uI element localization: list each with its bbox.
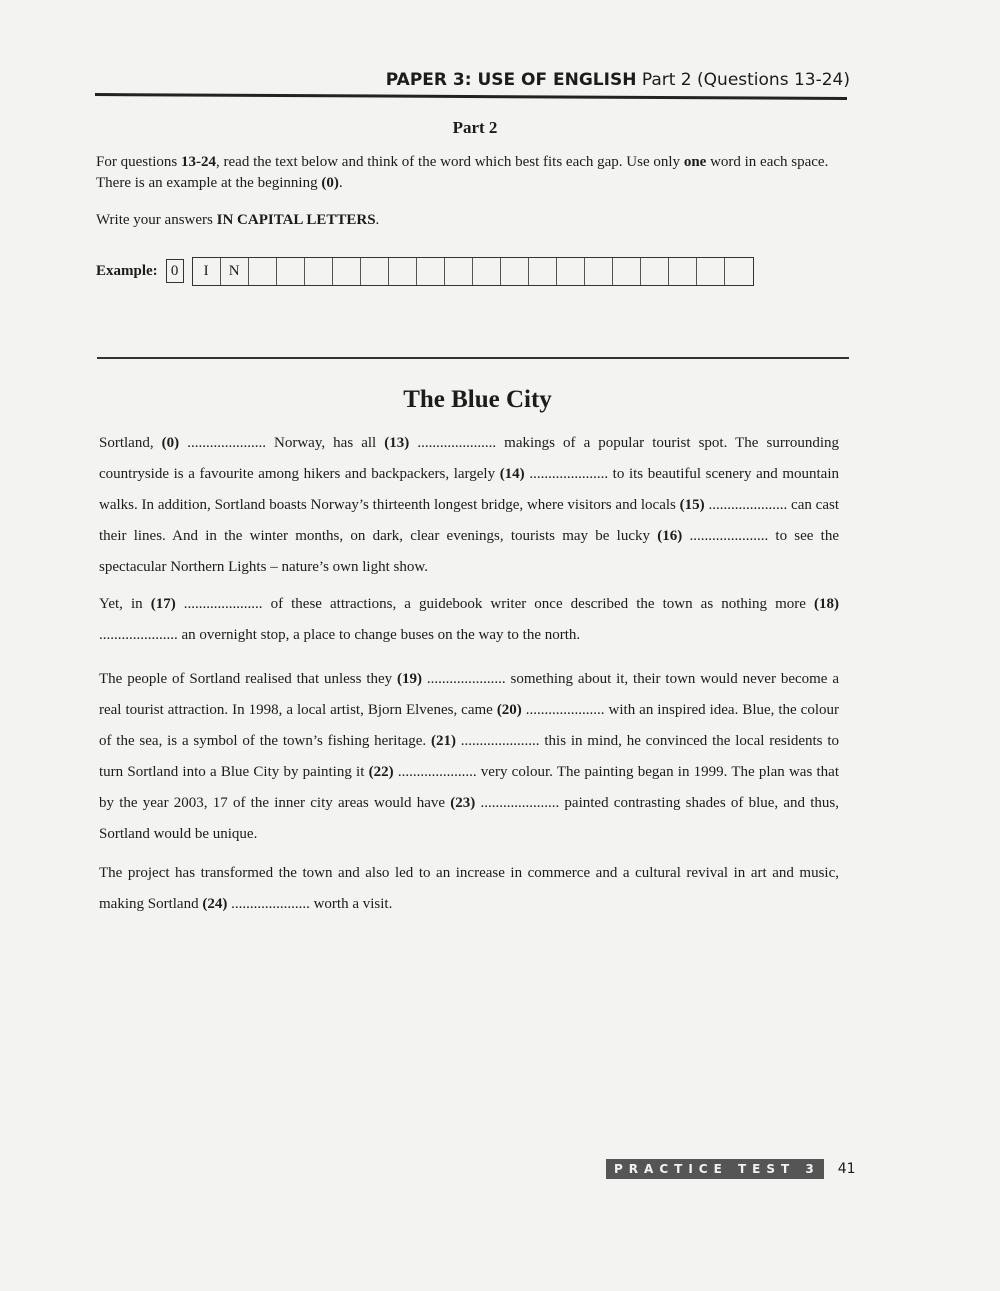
answer-cell — [389, 258, 417, 285]
section-divider — [97, 357, 849, 359]
paragraph-2: Yet, in (17) ..................... of these attractions, a guidebook writer once described the town as nothing more (18) ..................... an overnight stop, a place to change buses on the way to the north. — [99, 596, 839, 643]
answer-cell — [725, 258, 753, 285]
answer-cell — [501, 258, 529, 285]
example-row — [96, 256, 754, 286]
answer-cell — [417, 258, 445, 285]
instructions-line-2: Write your answers IN CAPITAL LETTERS. — [96, 212, 380, 228]
answer-cell — [697, 258, 725, 285]
instructions-line-1: For questions 13-24, read the text below and think of the word which best fits each gap. Use only one word in each space. There is an example at the beginning (0). — [96, 154, 829, 191]
answer-cell — [361, 258, 389, 285]
answer-cell — [529, 258, 557, 285]
answer-cell — [445, 258, 473, 285]
answer-cell — [585, 258, 613, 285]
header-paper: PAPER 3: USE OF ENGLISH — [385, 70, 637, 90]
header-part: Part 2 (Questions 13-24) — [641, 70, 850, 90]
part-heading: Part 2 — [452, 118, 498, 137]
header-rule — [95, 93, 847, 100]
answer-cell — [305, 258, 333, 285]
paragraph-3: The people of Sortland realised that unless they (19) ..................... something about it, their town would never become a real tourist attraction. In 1998, a local artist, Bjorn Elvenes, came (20) ..................... with an inspired idea. Blue, the colour of the sea, is a symbol of the town’s fishing heritage. (21) ..................... this in mind, he convinced the local residents to turn Sortland into a Blue City by painting it (22) ..................... very colour. The painting began in 1999. The plan was that by the year 2003, 17 of the inner city areas would have (23) ..................... painted contrasting shades of blue, and thus, Sortland would be unique. — [99, 671, 840, 842]
answer-grid — [192, 257, 754, 286]
answer-cell — [249, 258, 277, 285]
text-title: The Blue City — [403, 386, 552, 413]
answer-cell — [641, 258, 669, 285]
answer-cell — [613, 258, 641, 285]
paragraph-1: Sortland, (0) ..................... Norway, has all (13) ..................... makings of a popular tourist spot. The surrounding countryside is a favourite among hikers and backpackers, largely (14) ..................... to its beautiful scenery and mountain walks. In addition, Sortland boasts Norway’s thirteenth longest bridge, where visitors and locals (15) ..................... can cast their lines. And in the winter months, on dark, clear evenings, tourists may be lucky (16) ..................... to see the spectacular Northern Lights – nature’s own light show. — [99, 435, 840, 575]
answer-cell — [557, 258, 585, 285]
page-header — [95, 70, 850, 90]
paragraph-4: The project has transformed the town and also led to an increase in commerce and a cultural revival in art and music, making Sortland (24) ..................... worth a visit. — [99, 865, 839, 912]
answer-cell — [473, 258, 501, 285]
practice-test-badge: PRACTICE TEST 3 — [606, 1159, 824, 1179]
answer-cell — [333, 258, 361, 285]
page-footer — [606, 1159, 856, 1179]
answer-cell: I — [193, 258, 221, 285]
page-number: 41 — [837, 1161, 856, 1177]
example-number-box: 0 — [166, 259, 184, 283]
answer-cell — [277, 258, 305, 285]
answer-cell: N — [221, 258, 249, 285]
example-label: Example: — [96, 262, 158, 279]
answer-cell — [669, 258, 697, 285]
